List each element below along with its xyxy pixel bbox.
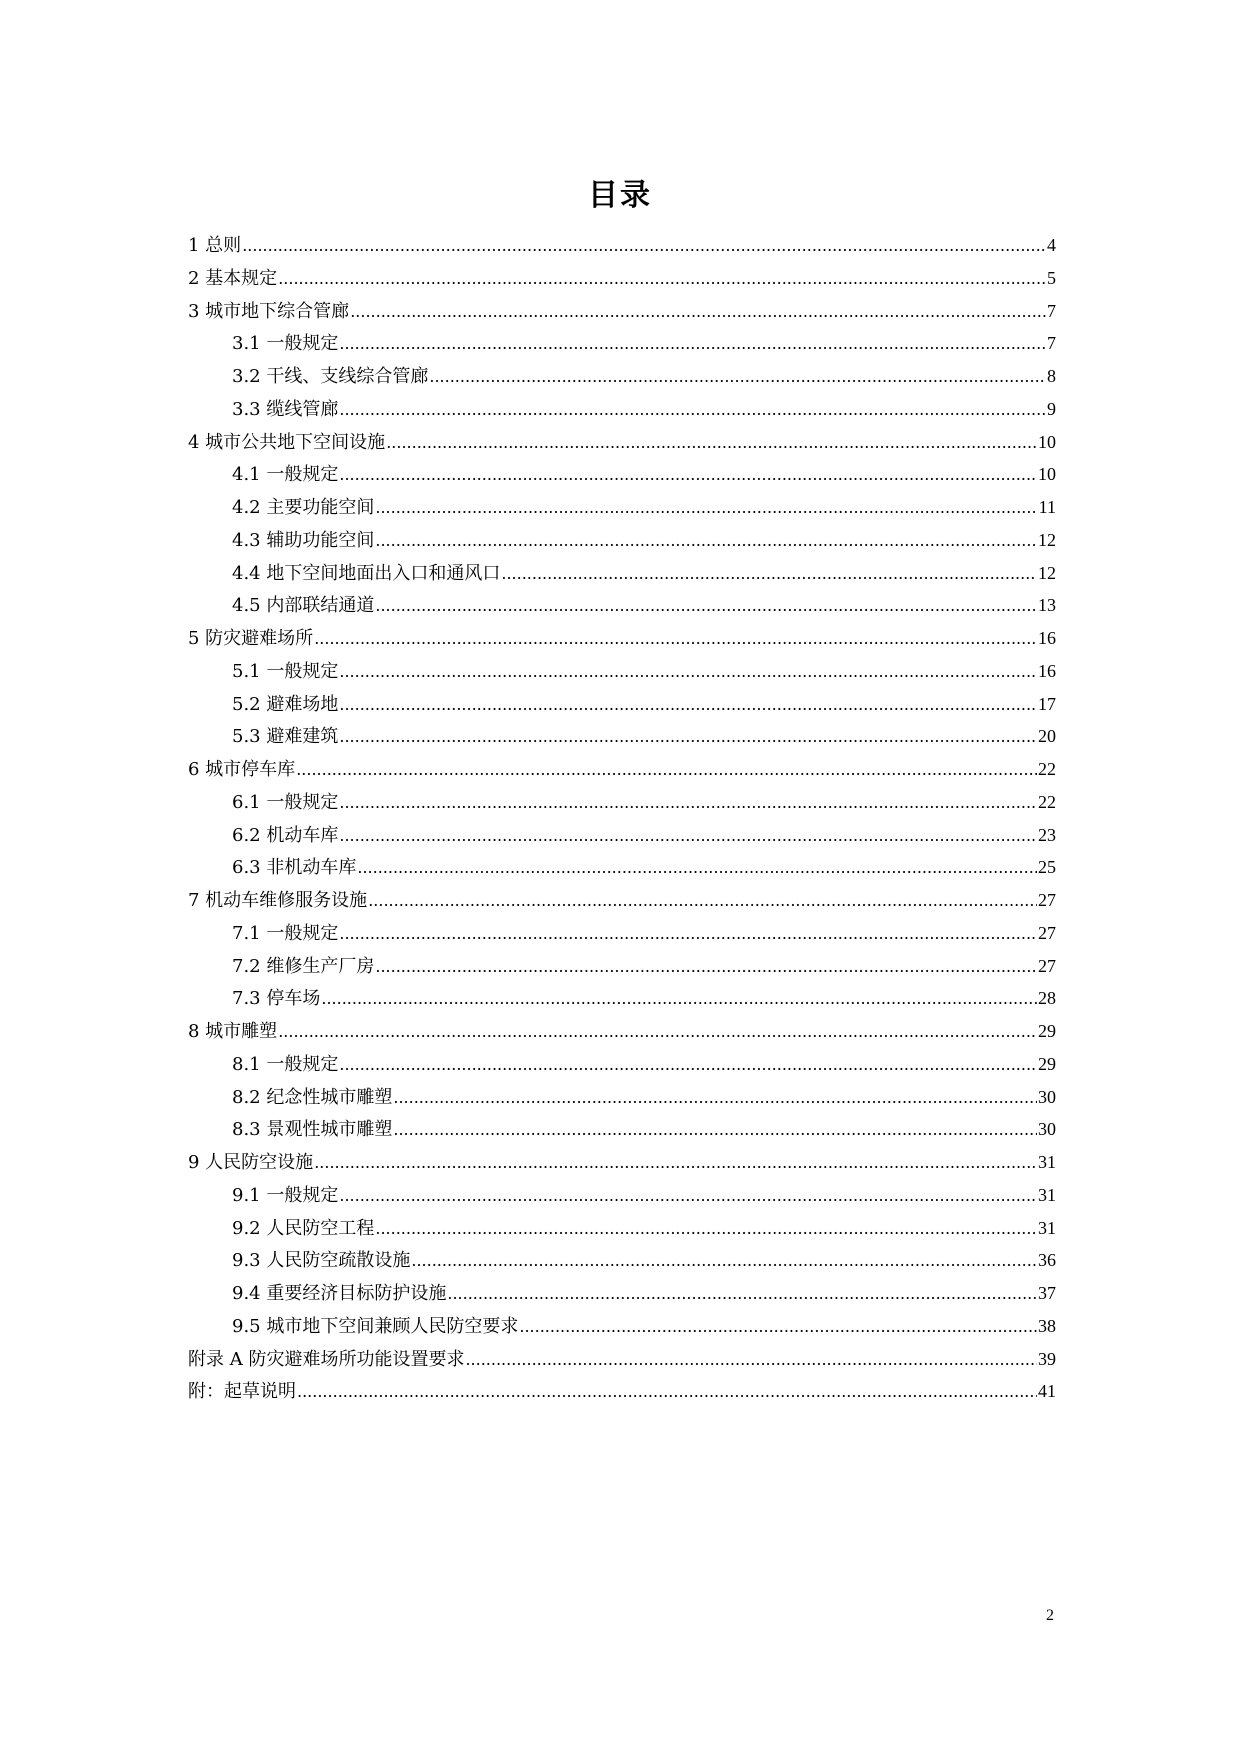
toc-entry-section[interactable]: [188, 589, 1056, 622]
toc-entry-page-number: 9: [1047, 398, 1056, 419]
toc-entry-label: 附：起草说明: [188, 1381, 296, 1403]
toc-entry-page-number: 37: [1038, 1283, 1056, 1303]
toc-entry-chapter[interactable]: [188, 753, 1056, 786]
toc-entry-page-number: 4: [1047, 235, 1056, 255]
toc-entry-section[interactable]: [188, 720, 1056, 753]
toc-dot-leader: [393, 1082, 1037, 1114]
page-number: 2: [1046, 1607, 1054, 1624]
toc-entry-label: 3 城市地下综合管廊: [188, 300, 350, 322]
toc-entry-page-number: 12: [1038, 562, 1056, 583]
toc-entry-page-number: 27: [1038, 955, 1056, 976]
toc-entry-label: 8.3 景观性城市雕塑: [232, 1119, 393, 1141]
toc-entry-chapter[interactable]: [188, 1343, 1056, 1376]
toc-entry-page-number: 31: [1038, 1217, 1056, 1238]
toc-entry-label: 8.1 一般规定: [232, 1053, 339, 1075]
toc-entry-chapter[interactable]: [188, 1146, 1056, 1179]
toc-entry-label: 4.4 地下空间地面出入口和通风口: [232, 562, 501, 584]
toc-entry-page-number: 29: [1038, 1053, 1056, 1074]
toc-entry-label: 3.1 一般规定: [232, 333, 339, 355]
toc-entry-section[interactable]: [188, 1244, 1056, 1277]
toc-entry-section[interactable]: [188, 851, 1056, 884]
toc-entry-label: 1 总则: [188, 235, 242, 256]
toc-dot-leader: [297, 1376, 1037, 1408]
toc-entry-chapter[interactable]: [188, 622, 1056, 655]
toc-entry-chapter[interactable]: [188, 1375, 1056, 1408]
toc-entry-page-number: 11: [1038, 497, 1056, 517]
toc-dot-leader: [519, 1311, 1037, 1343]
toc-dot-leader: [339, 721, 1037, 753]
toc-entry-section[interactable]: [188, 1310, 1056, 1343]
toc-entry-section[interactable]: [188, 393, 1056, 426]
toc-entry-label: 9.4 重要经济目标防护设施: [232, 1283, 447, 1304]
toc-entry-label: 附录 A 防灾避难场所功能设置要求: [188, 1348, 465, 1370]
toc-entry-page-number: 36: [1038, 1250, 1056, 1271]
toc-entry-label: 9.2 人民防空工程: [232, 1217, 375, 1239]
toc-entry-page-number: 7: [1047, 333, 1056, 354]
toc-entry-label: 4.5 内部联结通道: [232, 595, 375, 617]
toc-entry-label: 9.1 一般规定: [232, 1184, 339, 1206]
toc-entry-page-number: 10: [1038, 464, 1056, 485]
toc-dot-leader: [447, 1278, 1037, 1310]
toc-entry-section[interactable]: [188, 819, 1056, 852]
toc-entry-section[interactable]: [188, 491, 1056, 524]
toc-dot-leader: [278, 1016, 1037, 1048]
toc-entry-label: 4.3 辅助功能空间: [232, 529, 375, 551]
toc-entry-label: 5.2 避难场地: [232, 693, 339, 715]
toc-entry-label: 8.2 纪念性城市雕塑: [232, 1086, 393, 1108]
toc-dot-leader: [386, 427, 1037, 459]
toc-entry-page-number: 38: [1038, 1315, 1056, 1336]
toc-entry-section[interactable]: [188, 917, 1056, 950]
toc-entry-page-number: 16: [1038, 628, 1056, 648]
toc-entry-page-number: 29: [1038, 1021, 1056, 1041]
toc-dot-leader: [501, 558, 1037, 590]
toc-entry-page-number: 27: [1038, 922, 1056, 943]
toc-dot-leader: [350, 296, 1046, 328]
toc-entry-label: 5.3 避难建筑: [232, 726, 339, 748]
toc-dot-leader: [465, 1344, 1037, 1376]
toc-entry-section[interactable]: [188, 786, 1056, 819]
toc-entry-label: 4.2 主要功能空间: [232, 497, 375, 518]
toc-dot-leader: [368, 885, 1037, 917]
toc-dot-leader: [375, 492, 1037, 524]
toc-entry-page-number: 30: [1038, 1119, 1056, 1140]
toc-entry-page-number: 30: [1038, 1086, 1056, 1107]
toc-entry-label: 7.3 停车场: [232, 988, 321, 1010]
toc-dot-leader: [357, 852, 1037, 884]
toc-entry-section[interactable]: [188, 1212, 1056, 1245]
toc-entry-chapter[interactable]: [188, 295, 1056, 328]
toc-entry-chapter[interactable]: [188, 884, 1056, 917]
toc-dot-leader: [339, 787, 1037, 819]
toc-entry-page-number: 16: [1038, 660, 1056, 681]
toc-entry-section[interactable]: [188, 557, 1056, 590]
toc-dot-leader: [339, 820, 1037, 852]
toc-entry-label: 6 城市停车库: [188, 759, 296, 780]
toc-entry-section[interactable]: [188, 458, 1056, 491]
toc-entry-page-number: 17: [1038, 693, 1056, 714]
toc-entry-label: 3.3 缆线管廊: [232, 398, 339, 420]
toc-entry-page-number: 5: [1047, 267, 1056, 288]
toc-dot-leader: [375, 590, 1037, 622]
toc-dot-leader: [429, 361, 1046, 393]
table-of-contents: [188, 229, 1056, 1408]
toc-entry-section[interactable]: [188, 1179, 1056, 1212]
toc-dot-leader: [314, 1147, 1037, 1179]
toc-dot-leader: [375, 951, 1037, 983]
toc-dot-leader: [339, 1049, 1037, 1081]
toc-entry-label: 5.1 一般规定: [232, 660, 339, 682]
toc-dot-leader: [278, 263, 1046, 295]
toc-dot-leader: [321, 983, 1037, 1015]
toc-entry-page-number: 23: [1038, 824, 1056, 845]
toc-dot-leader: [242, 230, 1046, 262]
toc-dot-leader: [411, 1245, 1037, 1277]
toc-entry-section[interactable]: [188, 327, 1056, 360]
toc-entry-section[interactable]: [188, 655, 1056, 688]
toc-entry-section[interactable]: [188, 524, 1056, 557]
toc-entry-chapter[interactable]: [188, 1015, 1056, 1048]
toc-entry-page-number: 13: [1038, 595, 1056, 616]
toc-dot-leader: [339, 918, 1037, 950]
toc-entry-page-number: 10: [1038, 431, 1056, 452]
toc-entry-label: 6.2 机动车库: [232, 824, 339, 846]
toc-dot-leader: [393, 1114, 1037, 1146]
toc-dot-leader: [339, 656, 1037, 688]
toc-entry-page-number: 39: [1038, 1348, 1056, 1369]
toc-entry-label: 4.1 一般规定: [232, 464, 339, 486]
toc-dot-leader: [339, 689, 1037, 721]
toc-entry-page-number: 22: [1038, 791, 1056, 812]
toc-dot-leader: [314, 623, 1037, 655]
toc-entry-section[interactable]: [188, 1081, 1056, 1114]
toc-dot-leader: [375, 525, 1037, 557]
toc-dot-leader: [339, 459, 1037, 491]
toc-entry-label: 5 防灾避难场所: [188, 628, 314, 649]
toc-entry-page-number: 31: [1038, 1152, 1056, 1172]
toc-entry-section[interactable]: [188, 982, 1056, 1015]
toc-entry-label: 6.3 非机动车库: [232, 857, 357, 879]
toc-entry-label: 8 城市雕塑: [188, 1021, 278, 1042]
toc-entry-label: 4 城市公共地下空间设施: [188, 431, 386, 453]
toc-entry-chapter[interactable]: [188, 262, 1056, 295]
toc-dot-leader: [339, 394, 1046, 426]
toc-entry-page-number: 31: [1038, 1184, 1056, 1205]
toc-title: 目录: [588, 178, 652, 213]
toc-entry-page-number: 28: [1038, 988, 1056, 1009]
toc-entry-section[interactable]: [188, 950, 1056, 983]
toc-entry-chapter[interactable]: [188, 426, 1056, 459]
toc-entry-section[interactable]: [188, 1048, 1056, 1081]
toc-entry-chapter[interactable]: [188, 229, 1056, 262]
toc-entry-page-number: 22: [1038, 759, 1056, 779]
toc-entry-section[interactable]: [188, 1113, 1056, 1146]
toc-entry-label: 9.3 人民防空疏散设施: [232, 1250, 411, 1272]
toc-entry-label: 7 机动车维修服务设施: [188, 890, 368, 911]
toc-entry-section[interactable]: [188, 688, 1056, 721]
toc-entry-label: 7.2 维修生产厂房: [232, 955, 375, 977]
toc-entry-page-number: 12: [1038, 529, 1056, 550]
toc-entry-label: 7.1 一般规定: [232, 922, 339, 944]
toc-entry-page-number: 27: [1038, 890, 1056, 910]
toc-entry-page-number: 8: [1047, 366, 1056, 386]
toc-entry-page-number: 25: [1038, 857, 1056, 878]
toc-dot-leader: [339, 1180, 1037, 1212]
toc-dot-leader: [375, 1213, 1037, 1245]
toc-entry-label: 2 基本规定: [188, 267, 278, 289]
toc-entry-page-number: 41: [1038, 1381, 1056, 1402]
toc-entry-label: 6.1 一般规定: [232, 791, 339, 813]
toc-dot-leader: [339, 328, 1046, 360]
toc-entry-label: 9.5 城市地下空间兼顾人民防空要求: [232, 1315, 519, 1337]
toc-entry-page-number: 20: [1038, 726, 1056, 747]
toc-entry-label: 9 人民防空设施: [188, 1152, 314, 1173]
toc-entry-section[interactable]: [188, 360, 1056, 393]
toc-entry-label: 3.2 干线、支线综合管廊: [232, 366, 429, 387]
toc-entry-page-number: 7: [1047, 300, 1056, 321]
toc-entry-section[interactable]: [188, 1277, 1056, 1310]
toc-dot-leader: [296, 754, 1037, 786]
